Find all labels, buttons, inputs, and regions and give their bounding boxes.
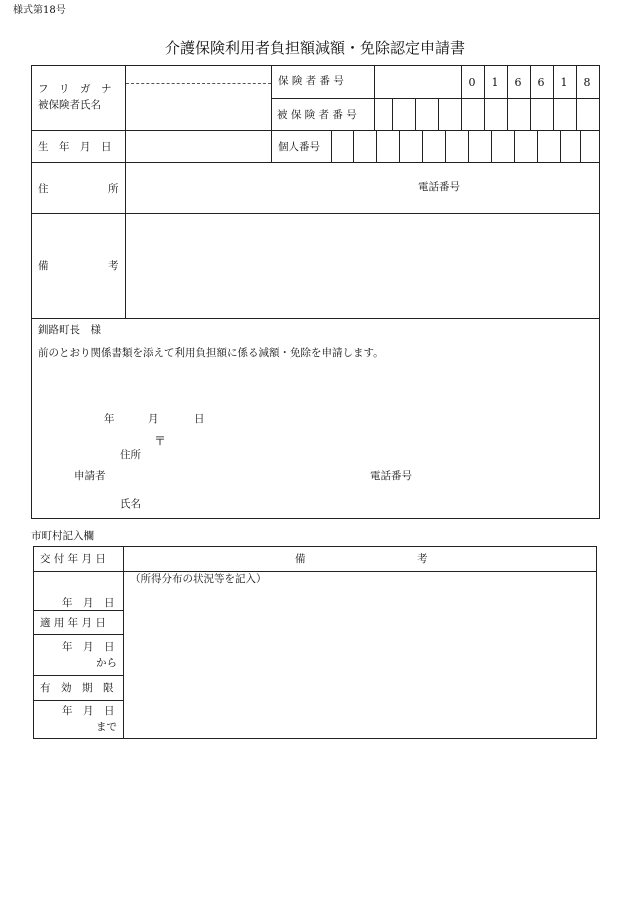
remarks-label: 備 [38,260,49,272]
date-day: 日 [194,413,205,425]
address-field[interactable] [128,164,408,211]
insurer-digit: 8 [583,76,591,89]
applicant-phone-label: 電話番号 [370,470,412,482]
insured-name-label: 被保険者氏名 [38,99,101,111]
apply-date-ymd: 年 月 日 [62,641,115,653]
remarks-field[interactable] [128,215,598,316]
insurer-digit: 6 [514,76,522,89]
issue-date-label: 交 付 年 月 日 [40,553,106,565]
municipal-remarks-header-end: 考 [417,553,428,565]
page-title: 介護保険利用者負担額減額・免除認定申請書 [164,39,465,57]
applicant-name-label: 氏名 [120,498,141,510]
insurer-digit: 6 [537,76,545,89]
date-month: 月 [148,413,159,425]
address-label: 住 [38,183,49,195]
remarks-label-end: 考 [108,260,119,272]
issue-date-ymd: 年 月 日 [62,597,115,609]
furigana-label: フ リ ガ ナ [38,83,112,95]
validity-label: 有 効 期 限 [40,682,114,694]
birth-date-field[interactable] [128,132,269,160]
applicant-label: 申請者 [74,470,106,482]
insurer-number-label: 保 険 者 番 号 [278,75,344,87]
phone-label: 電話番号 [418,181,460,193]
apply-date-label: 適 用 年 月 日 [40,617,106,629]
birth-date-label: 生 年 月 日 [38,141,112,153]
insurer-digit: 1 [491,76,499,89]
municipal-section-title: 市町村記入欄 [31,530,94,542]
postal-mark: 〒 [154,434,167,448]
addressee: 釧路町長 様 [38,324,101,336]
validity-ymd: 年 月 日 [62,705,115,717]
municipal-remarks-field[interactable] [126,590,594,736]
validity-until: まで [96,721,117,733]
insurer-digit: 0 [468,76,476,89]
application-statement: 前のとおり関係書類を添えて利用負担額に係る減額・免除を申請します。 [38,347,384,359]
form-number: 様式第18号 [13,5,66,16]
furigana-field[interactable] [128,66,269,82]
personal-number-label: 個人番号 [278,141,320,153]
insured-name-field[interactable] [128,86,269,128]
insured-number-label: 被 保 険 者 番 号 [277,109,357,121]
apply-from: から [96,657,117,669]
remarks-note: （所得分布の状況等を記入） [130,573,267,585]
insurer-digit: 1 [560,76,568,89]
address-label-end: 所 [108,183,119,195]
municipal-remarks-header: 備 [295,553,306,565]
applicant-address-label: 住所 [120,449,141,461]
date-year: 年 [104,413,115,425]
